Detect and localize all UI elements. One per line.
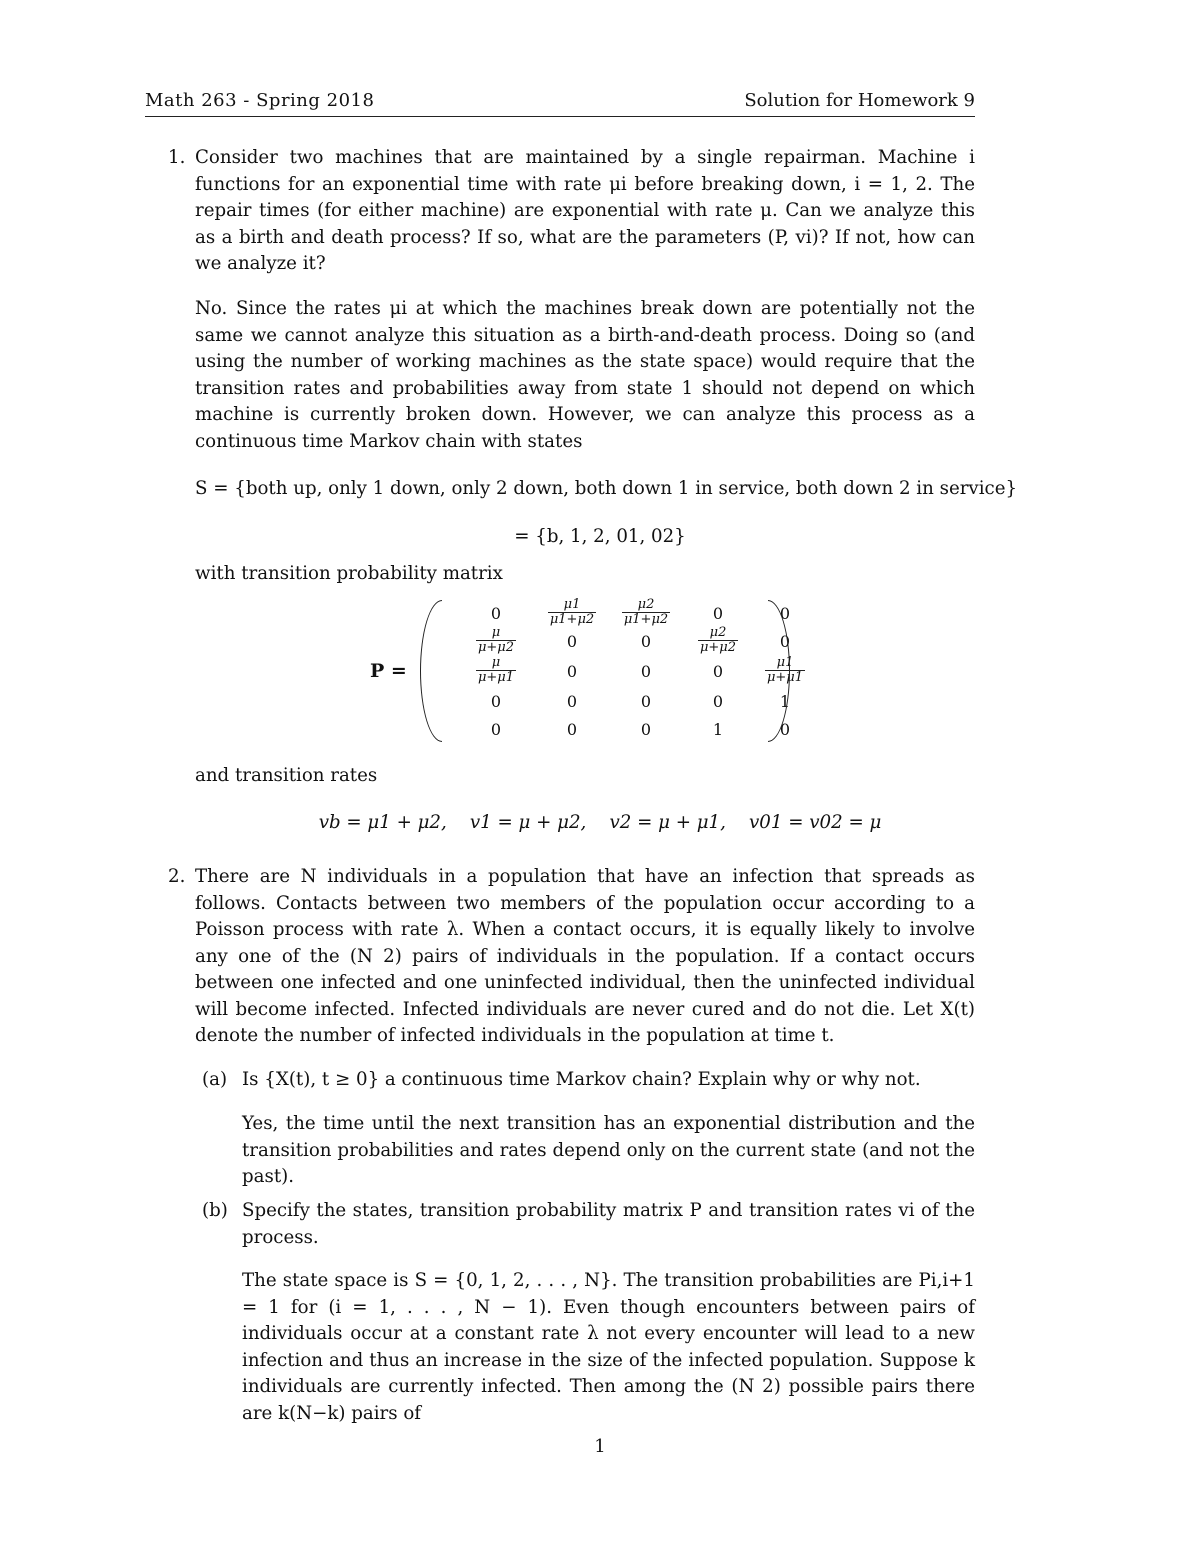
q2-question: There are N individuals in a population that have an infection that spreads as follows. Contacts between two members of the population occur according to a Poisson process with rate λ. When a contact occurs, it is equally likely to involve any one of the (N 2) pairs of individuals in the population. If a contact occurs between one infected and one uninfected individual, then the uninfected individual will become infected. Infected individuals are never cured and do not die. Let X(t) denote the number of infected individuals in the population at time t.: [195, 866, 975, 1046]
q2b-question: Specify the states, transition probability matrix P and transition rates vi of the process.: [242, 1200, 975, 1248]
rates-intro: and transition rates: [195, 765, 378, 786]
matrix-cell-r5-c1: 0: [490, 720, 502, 739]
q2-number: 2.: [168, 866, 186, 887]
q2a-question: Is {X(t), t ≥ 0} a continuous time Markov chain? Explain why or why not.: [242, 1069, 921, 1090]
q1-answer: No. Since the rates μi at which the machines break down are potentially not the same we cannot analyze this situation as a birth-and-death process. Doing so (and using the number of working machines as the state space) would require that the transition rates and probabilities away from state 1 should not depend on which machine is currently broken down. However, we can analyze this process as a continuous time Markov chain with states: [195, 298, 975, 452]
course-title: Math 263 - Spring 2018: [145, 90, 375, 111]
matrix-label: P =: [370, 660, 407, 682]
page-header: [145, 90, 975, 117]
matrix-cell-r4-c5: 1: [779, 692, 791, 711]
matrix-cell-r3-c1: $\frac{\mu}{\mu+\mu 1}$: [477, 655, 515, 685]
rates-equation: vb = μ1 + μ2, v1 = μ + μ2, v2 = μ + μ1, v01 = v02 = μ: [318, 812, 882, 833]
q2a-answer: Yes, the time until the next transition has an exponential distribution and the transition probabilities and rates depend only on the current state (and not the past).: [242, 1113, 975, 1187]
matrix-cell-r2-c4: $\frac{\mu 2}{\mu+\mu 2}$: [699, 625, 737, 655]
matrix-cell-r4-c3: 0: [640, 692, 652, 711]
matrix-cell-r2-c3: 0: [640, 632, 652, 651]
page-number: 1: [594, 1436, 606, 1457]
matrix-left-paren: [420, 600, 442, 742]
q1-number: 1.: [168, 147, 186, 168]
q2a-label: (a): [202, 1069, 228, 1090]
matrix-cell-r1-c2: $\frac{\mu 1}{\mu 1+\mu 2}$: [549, 597, 595, 627]
q1-question: Consider two machines that are maintained by a single repairman. Machine i functions for an exponential time with rate μi before breaking down, i = 1, 2. The repair times (for either machine) are exponential with rate μ. Can we analyze this as a birth and death process? If so, what are the parameters (P, vi)? If not, how can we analyze it?: [195, 147, 975, 274]
document-title: Solution for Homework 9: [744, 90, 975, 111]
matrix-cell-r4-c1: 0: [490, 692, 502, 711]
matrix-cell-r1-c5: 0: [779, 604, 791, 623]
matrix-cell-r2-c1: $\frac{\mu}{\mu+\mu 2}$: [477, 625, 515, 655]
matrix-intro: with transition probability matrix: [195, 563, 503, 584]
states-equation: S = {both up, only 1 down, only 2 down, both down 1 in service, both down 2 in service}: [195, 478, 1018, 499]
matrix-cell-r1-c3: $\frac{\mu 2}{\mu 1+\mu 2}$: [623, 597, 669, 627]
matrix-cell-r1-c1: 0: [490, 604, 502, 623]
transition-matrix: [370, 597, 804, 748]
states-equation-short: = {b, 1, 2, 01, 02}: [514, 526, 686, 547]
matrix-cell-r5-c4: 1: [712, 720, 724, 739]
matrix-cell-r3-c3: 0: [640, 662, 652, 681]
matrix-cell-r4-c2: 0: [566, 692, 578, 711]
matrix-cell-r5-c2: 0: [566, 720, 578, 739]
q2b-label: (b): [202, 1200, 228, 1221]
matrix-cell-r2-c5: 0: [779, 632, 791, 651]
q2b-answer: The state space is S = {0, 1, 2, . . . , N}. The transition probabilities are Pi,i+1 = 1 for (i = 1, . . . , N − 1). Even though encounters between pairs of individuals occur at a constant rate λ not every encounter will lead to a new infection and thus an increase in the size of the infected population. Suppose k individuals are currently infected. Then among the (N 2) possible pairs there are k(N−k) pairs of: [242, 1270, 975, 1424]
matrix-cell-r3-c4: 0: [712, 662, 724, 681]
matrix-cell-r2-c2: 0: [566, 632, 578, 651]
matrix-cell-r4-c4: 0: [712, 692, 724, 711]
matrix-cell-r3-c2: 0: [566, 662, 578, 681]
matrix-cell-r5-c3: 0: [640, 720, 652, 739]
matrix-cell-r5-c5: 0: [779, 720, 791, 739]
matrix-cell-r1-c4: 0: [712, 604, 724, 623]
matrix-cell-r3-c5: $\frac{\mu 1}{\mu+\mu 1}$: [766, 655, 804, 685]
